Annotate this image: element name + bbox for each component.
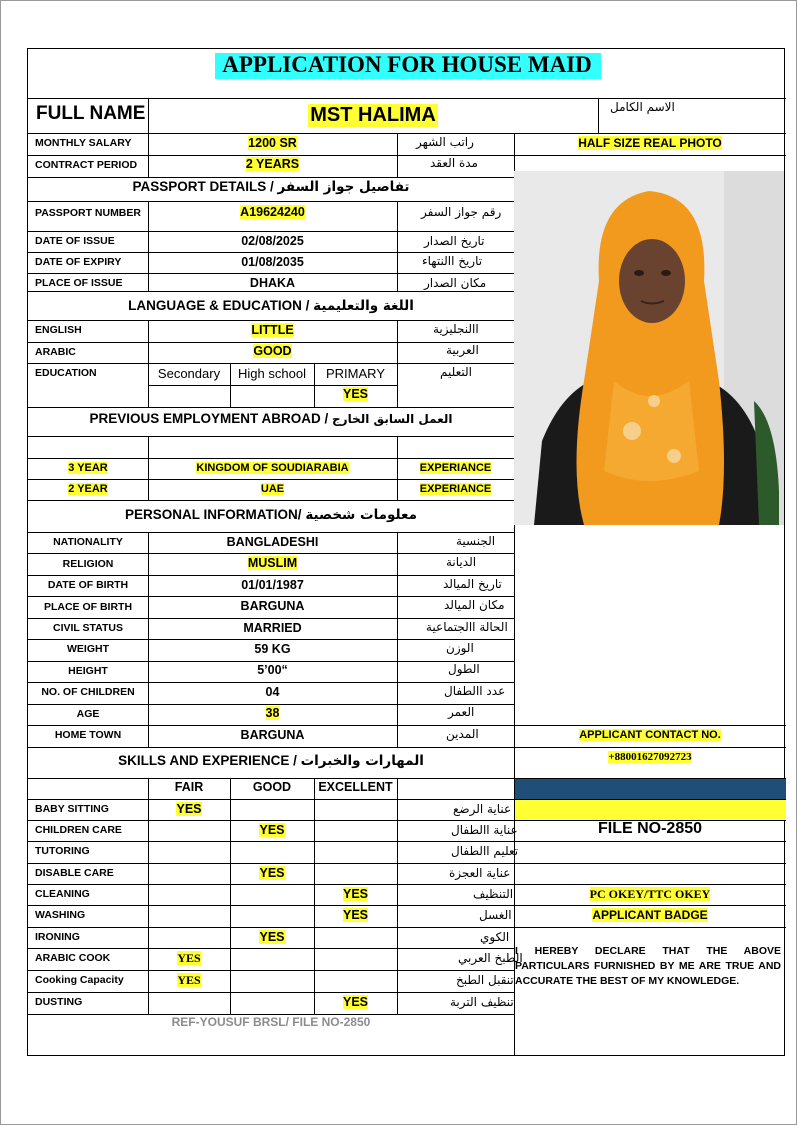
skill-row-divider [28, 884, 514, 885]
skill-label-ar: عناية االطفال [451, 823, 518, 837]
skill-label: IRONING [35, 931, 80, 943]
skill-label: ARABIC COOK [35, 952, 111, 964]
salary-value: 1200 SR [248, 136, 297, 150]
skills-header: SKILLS AND EXPERIENCE / [118, 753, 297, 768]
place-of-issue-label: PLACE OF ISSUE [35, 277, 123, 289]
skill-col-fair: FAIR [174, 780, 204, 794]
date-of-expiry-label: DATE OF EXPIRY [35, 256, 122, 268]
skill-label-ar: التنظيف [473, 887, 514, 901]
pob-label: PLACE OF BIRTH [43, 601, 133, 613]
language-header-ar: اللغة والتعليمية [313, 298, 414, 314]
date-of-expiry-value: 01/08/2035 [241, 255, 304, 269]
skill-level-cell [314, 908, 397, 922]
employment-1-country: KINGDOM OF SOUDIARABIA [196, 462, 349, 474]
skill-label-ar: الطبخ العربي [458, 951, 523, 965]
skill-row-divider [28, 820, 514, 821]
full-name-ar: الاسم الكامل [610, 100, 675, 114]
applicant-photo [514, 171, 784, 525]
passport-number-value: A19624240 [240, 205, 305, 219]
employment-2-years: 2 YEAR [68, 483, 108, 495]
home-town-label: HOME TOWN [54, 729, 122, 741]
skill-label-ar: تنظيف التربة [450, 995, 514, 1009]
education-ar: التعليم [440, 365, 472, 379]
skill-label: DUSTING [35, 996, 83, 1008]
salary-label: MONTHLY SALARY [35, 137, 132, 149]
employment-1-years: 3 YEAR [68, 462, 108, 474]
skill-yes-mark: YES [177, 951, 201, 965]
children-label: NO. OF CHILDREN [41, 686, 135, 698]
skill-label: BABY SITTING [35, 803, 109, 815]
skill-col-excellent: EXCELLENT [318, 780, 393, 794]
passport-number-label: PASSPORT NUMBER [35, 207, 141, 219]
skill-label-ar: عناية العجزة [449, 866, 511, 880]
skill-yes-mark: YES [259, 866, 285, 880]
salary-ar: راتب الشهر [416, 135, 474, 149]
reference-line: REF-YOUSUF BRSL/ FILE NO-2850 [171, 1015, 371, 1029]
civil-status-ar: الحالة االجتماعية [426, 620, 508, 634]
skill-level-cell [230, 930, 314, 944]
skill-label: WASHING [35, 909, 86, 921]
english-label: ENGLISH [35, 324, 82, 336]
skill-row-divider [28, 841, 514, 842]
skill-label: TUTORING [35, 845, 90, 857]
dob-value: 01/01/1987 [241, 578, 304, 592]
nationality-value: BANGLADESHI [226, 535, 319, 549]
navy-bar [515, 779, 786, 799]
education-primary: PRIMARY [326, 366, 385, 381]
full-name-cell [148, 98, 598, 133]
age-value: 38 [265, 706, 280, 720]
skill-label-ar: تنقبل الطبخ [456, 973, 514, 987]
dob-label: DATE OF BIRTH [47, 579, 129, 591]
form-title: APPLICATION FOR HOUSE MAID [222, 52, 592, 77]
place-of-issue-value: DHAKA [249, 276, 296, 290]
photo-label: HALF SIZE REAL PHOTO [578, 136, 722, 150]
skill-row-divider [28, 948, 514, 949]
date-of-issue-label: DATE OF ISSUE [35, 235, 115, 247]
skill-yes-mark: YES [259, 930, 285, 944]
language-header: LANGUAGE & EDUCATION / [128, 298, 310, 313]
passport-number-ar: رقم جواز السفر [421, 205, 502, 219]
height-label: HEIGHT [68, 665, 108, 677]
employment-1-type: EXPERIANCE [419, 462, 492, 474]
place-of-issue-ar: مكان الصدار [424, 276, 487, 290]
height-value: 5’00“ [257, 663, 288, 677]
employment-header: PREVIOUS EMPLOYMENT ABROAD / [89, 411, 329, 426]
weight-value: 59 KG [254, 642, 291, 656]
person-photo-icon [514, 171, 784, 525]
skill-yes-mark: YES [342, 995, 368, 1009]
children-value: 04 [265, 685, 280, 699]
skill-level-cell [148, 951, 230, 966]
skill-yes-mark: YES [177, 973, 201, 987]
contact-label: APPLICANT CONTACT NO. [579, 729, 721, 741]
applicant-badge: APPLICANT BADGE [592, 908, 708, 922]
skill-yes-mark: YES [342, 908, 368, 922]
skills-header-ar: المهارات والخبرات [300, 753, 424, 769]
arabic-value: GOOD [253, 344, 292, 358]
skill-col-good: GOOD [252, 780, 292, 794]
education-label: EDUCATION [35, 367, 97, 379]
skill-row-divider [28, 927, 514, 928]
religion-ar: الديانة [446, 555, 477, 569]
arabic-ar: العربية [446, 343, 479, 357]
contract-label: CONTRACT PERIOD [35, 159, 138, 171]
religion-value: MUSLIM [247, 556, 298, 570]
skill-level-cell [230, 823, 314, 837]
declaration: I HEREBY DECLARE THAT THE ABOVE PARTICULARS FURNISHED BY ME ARE TRUE AND ACCURATE THE BEST OF MY KNOWLEDGE. [515, 945, 781, 987]
skill-yes-mark: YES [259, 823, 285, 837]
employment-header-ar: العمل السابق الخارج [332, 412, 453, 426]
skill-row-divider [28, 970, 514, 971]
home-town-ar: المدين [446, 727, 479, 741]
skill-label: Cooking Capacity [35, 974, 124, 986]
date-of-issue-value: 02/08/2025 [241, 234, 304, 248]
employment-2-type: EXPERIANCE [419, 483, 492, 495]
civil-status-label: CIVIL STATUS [52, 622, 123, 634]
skill-level-cell [148, 802, 230, 816]
skill-label-ar: عناية الرضع [453, 802, 512, 816]
education-primary-value: YES [342, 387, 368, 401]
contact-value: +88001627092723 [608, 751, 692, 763]
date-of-expiry-ar: تاريخ االنتهاء [422, 254, 483, 268]
skill-label: CHILDREN CARE [35, 824, 122, 836]
weight-ar: الوزن [446, 641, 474, 655]
full-name-value: MST HALIMA [310, 104, 436, 126]
civil-status-value: MARRIED [243, 621, 302, 635]
skill-row-divider [28, 863, 514, 864]
education-secondary: Secondary [157, 366, 221, 381]
skill-level-cell [148, 973, 230, 988]
pc-okey: PC OKEY/TTC OKEY [589, 887, 711, 901]
skill-row-divider [28, 992, 514, 993]
skill-level-cell [314, 995, 397, 1009]
contract-value: 2 YEARS [245, 157, 300, 171]
skill-label-ar: الكوي [480, 930, 510, 944]
passport-header-ar: تفاصيل جواز السفر [277, 179, 410, 195]
pob-ar: مكان الميالد [444, 598, 505, 612]
english-value: LITTLE [251, 323, 294, 337]
education-high-school: High school [238, 366, 306, 381]
age-label: AGE [76, 708, 100, 720]
children-ar: عدد االطفال [444, 684, 506, 698]
religion-label: RELIGION [62, 558, 114, 570]
application-form [27, 48, 785, 1056]
yellow-bar [515, 800, 786, 820]
date-of-issue-ar: تاريخ الصدار [424, 234, 485, 248]
pob-value: BARGUNA [240, 599, 305, 613]
personal-header-ar: معلومات شخصية [305, 507, 417, 523]
skill-row-divider [28, 905, 514, 906]
arabic-label: ARABIC [35, 346, 76, 358]
nationality-ar: الجنسية [456, 534, 496, 548]
employment-2-country: UAE [260, 483, 285, 495]
weight-label: WEIGHT [67, 643, 109, 655]
skill-level-cell [230, 866, 314, 880]
home-town-value: BARGUNA [240, 728, 305, 742]
contract-ar: مدة العقد [430, 156, 478, 170]
height-ar: الطول [448, 662, 480, 676]
nationality-label: NATIONALITY [53, 536, 123, 548]
skill-yes-mark: YES [342, 887, 368, 901]
personal-header: PERSONAL INFORMATION/ [125, 507, 302, 522]
skill-level-cell [314, 887, 397, 901]
skill-label: CLEANING [35, 888, 90, 900]
skill-label-ar: الغسل [479, 908, 512, 922]
skill-yes-mark: YES [176, 802, 202, 816]
full-name-label: FULL NAME [36, 103, 146, 124]
age-ar: العمر [448, 705, 475, 719]
dob-ar: تاريخ الميالد [443, 577, 502, 591]
file-number: FILE NO-2850 [597, 820, 703, 837]
skill-label-ar: تعليم االطفال [451, 844, 519, 858]
english-ar: االنجليزية [433, 322, 479, 336]
skill-label: DISABLE CARE [35, 867, 114, 879]
passport-header: PASSPORT DETAILS / [132, 179, 274, 194]
